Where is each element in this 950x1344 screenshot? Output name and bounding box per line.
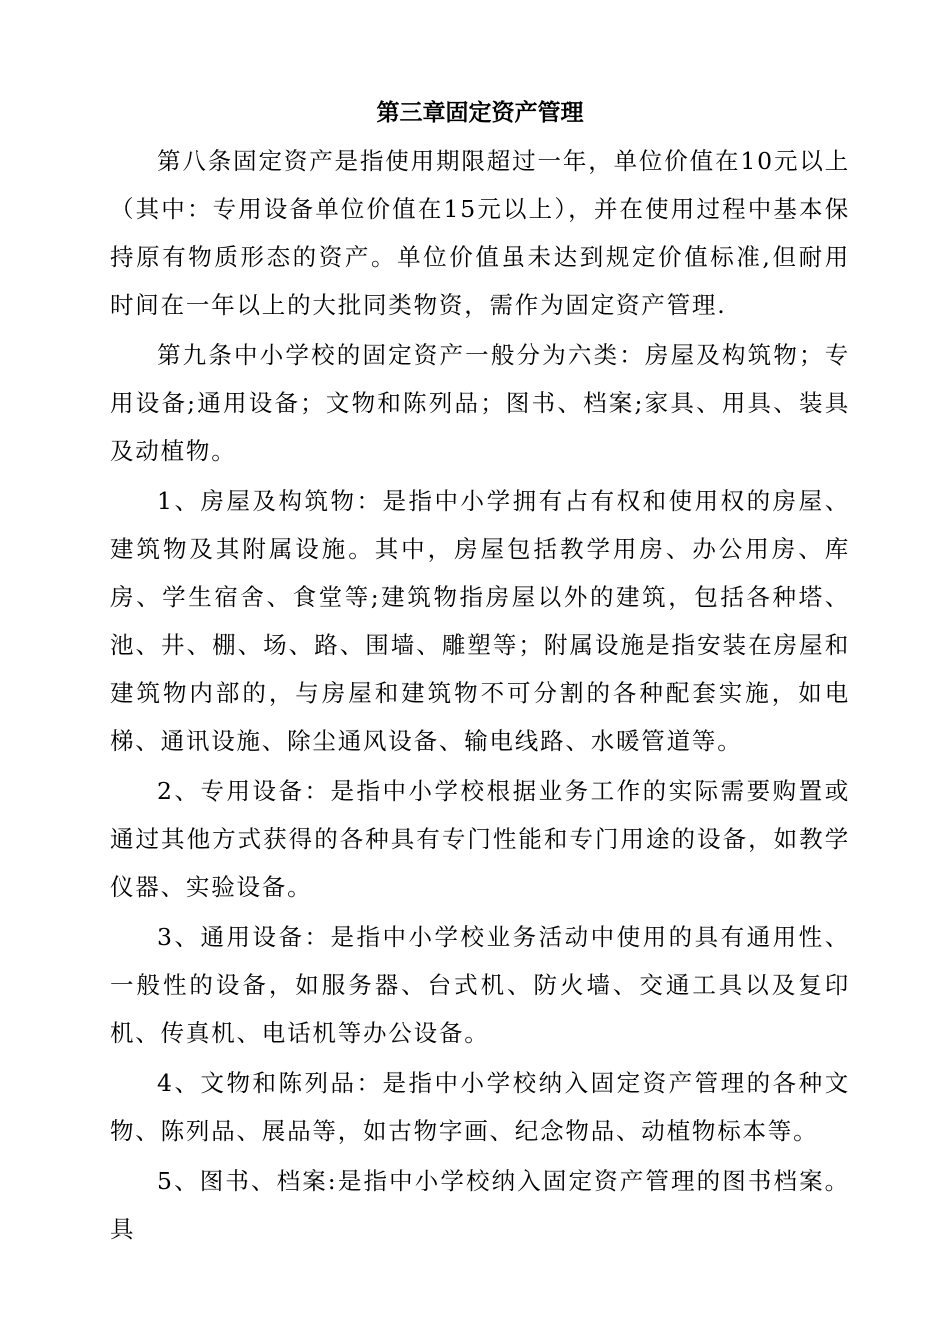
chapter-title: 第三章固定资产管理 xyxy=(376,99,584,126)
item-5-paragraph: 5、图书、档案:是指中小学校纳入固定资产管理的图书档案。具 xyxy=(110,1167,850,1243)
article-8-paragraph: 第八条固定资产是指使用期限超过一年，单位价值在10元以上（其中：专用设备单位价值在15元以上），并在使用过程中基本保持原有物质形态的资产。单位价值虽未达到规定价值标准,但耐用时间在一年以上的大批同类物资，需作为固定资产管理. xyxy=(110,147,850,319)
document-page xyxy=(110,90,850,1253)
item-1-paragraph: 1、房屋及构筑物：是指中小学拥有占有权和使用权的房屋、建筑物及其附属设施。其中，房屋包括教学用房、办公用房、库房、学生宿舍、食堂等;建筑物指房屋以外的建筑，包括各种塔、池、井、棚、场、路、围墙、雕塑等；附属设施是指安装在房屋和建筑物内部的，与房屋和建筑物不可分割的各种配套实施，如电梯、通讯设施、除尘通风设备、输电线路、水暖管道等。 xyxy=(110,487,850,755)
article-9-paragraph: 第九条中小学校的固定资产一般分为六类：房屋及构筑物；专用设备;通用设备；文物和陈列品；图书、档案;家具、用具、装具及动植物。 xyxy=(110,341,850,465)
item-2-paragraph: 2、专用设备：是指中小学校根据业务工作的实际需要购置或通过其他方式获得的各种具有专门性能和专门用途的设备，如教学仪器、实验设备。 xyxy=(110,777,850,901)
item-3-paragraph: 3、通用设备：是指中小学校业务活动中使用的具有通用性、一般性的设备，如服务器、台式机、防火墙、交通工具以及复印机、传真机、电话机等办公设备。 xyxy=(110,923,850,1047)
item-4-paragraph: 4、文物和陈列品：是指中小学校纳入固定资产管理的各种文物、陈列品、展品等，如古物字画、纪念物品、动植物标本等。 xyxy=(110,1069,850,1145)
